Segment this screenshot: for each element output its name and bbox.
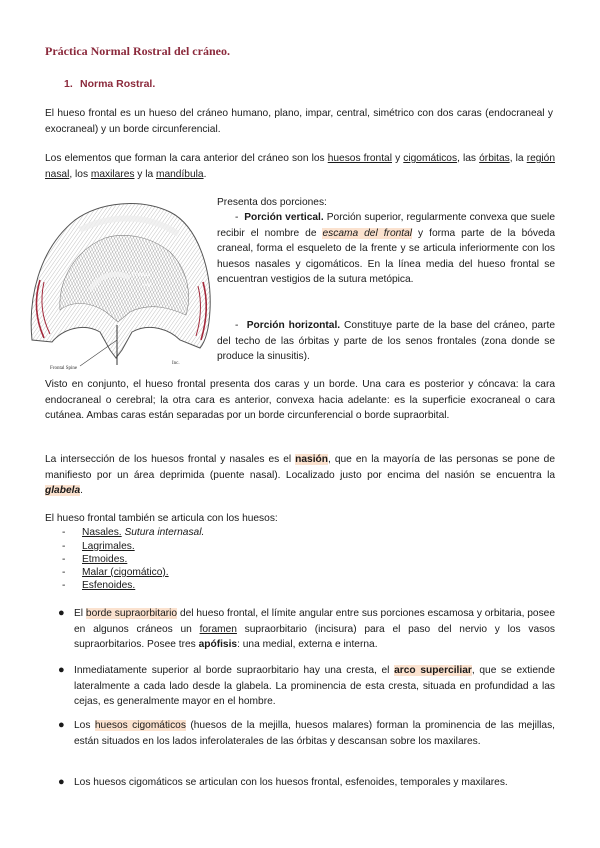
highlight-huesos-cigomaticos: huesos cigomáticos <box>94 720 186 731</box>
link-orbitas[interactable]: órbitas <box>479 153 510 164</box>
label-frontal: Frontal <box>132 272 150 278</box>
bullet-icon: ● <box>58 664 65 676</box>
bullet-paragraph-articulations: Los huesos cigomáticos se articulan con los huesos frontal, esfenoides, temporales y maxilares. <box>74 777 508 788</box>
vertical-portion-title: Porción vertical. <box>244 212 324 223</box>
elements-paragraph: Los elementos que forman la cara anterior del cráneo son los huesos frontal y cigomáticos, las órbitas, la región nasal, los maxilares y la mandíbula. <box>45 153 556 180</box>
link-huesos-frontal[interactable]: huesos frontal <box>327 153 392 164</box>
bullet-icon: ● <box>58 776 65 788</box>
highlight-arco-superciliar: arco superciliar <box>394 665 472 676</box>
link-maxilares[interactable]: maxilares <box>90 168 135 180</box>
label-inc: Inc. <box>172 361 180 366</box>
section-heading <box>64 78 155 90</box>
highlight-glabela: glabela <box>45 485 81 496</box>
articulation-item: - Malar (cigomático). <box>62 567 169 578</box>
bullet-paragraph-cigomaticos: Los huesos cigomáticos (huesos de la mejilla, huesos malares) forman la prominencia de las mejillas, están situados en los lados inferolaterales de las órbitas y descansan sobre los maxilares. <box>74 720 555 747</box>
frontal-bone-illustration <box>20 190 215 370</box>
overview-paragraph: Visto en conjunto, el hueso frontal presenta dos caras y un borde. Una cara es posterior y cóncava: la cara endocraneal o cerebral; la otra cara es anterior, convexa hacia adelante: es la superficie exocraneal o cara cutánea. Ambas caras están separadas por un borde circunferencial o borde supraorbital. <box>45 379 555 421</box>
highlight-escama: escama del frontal <box>322 227 413 239</box>
horizontal-portion-title: Porción horizontal. <box>246 320 341 331</box>
articulation-item: - Esfenoides. <box>62 580 136 591</box>
articulation-item: - Lagrimales. <box>62 541 135 552</box>
bullet-paragraph-arco: Inmediatamente superior al borde supraorbitario hay una cresta, el arco superciliar, que se extiende lateralmente a cada lado desde la glabela. La prominencia de esta cresta, situada en profundidad a las cejas, es generalmente mayor en el hombre. <box>74 665 555 707</box>
articulation-intro: El hueso frontal también se articula con los huesos: <box>45 513 278 524</box>
bullet-paragraph-supraorbital: El borde supraorbitario del hueso frontal, el límite angular entre sus porciones escamosa y orbitaria, posee en algunos cráneos un foramen supraorbitario (incisura) para el paso del nervio y los vasos supraorbitarios. Posee tres apófisis: una medial, externa e interna. <box>74 608 555 650</box>
page-title: Práctica Normal Rostral del cráneo. <box>45 44 230 58</box>
nasion-paragraph: La intersección de los huesos frontal y nasales es el nasión, que en la mayoría de las personas se pone de manifiesto por un área deprimida (puente nasal). Localizado justo por encima del nasión se encuentra la glabela. <box>45 454 555 496</box>
link-region-nasal[interactable]: región nasal <box>45 153 556 180</box>
vertical-portion-paragraph: - Porción vertical. Porción superior, regularmente convexa que suele recibir el nombre de escama del frontal y forma parte de la bóveda craneal, forma el esqueleto de la frente y se articula inferiormente con los huesos nasales y cigomáticos. En la línea media del hueso frontal se encuentran vestigios de la sutura metópica. <box>217 212 555 285</box>
intro-paragraph: El hueso frontal es un hueso del cráneo humano, plano, impar, central, simétrico con dos caras (endocraneal y exocraneal) y un borde circunferencial. <box>45 108 553 135</box>
section-number: 1. <box>64 78 73 90</box>
highlight-nasion: nasión <box>295 454 329 465</box>
articulation-item: - Nasales. Sutura internasal. <box>62 527 205 538</box>
link-mandibula[interactable]: mandíbula <box>155 168 204 180</box>
label-frontal-spine: Frontal Spine <box>50 366 78 370</box>
bullet-icon: ● <box>58 607 65 619</box>
articulation-item: - Etmoides. <box>62 554 128 565</box>
bullet-icon: ● <box>58 719 65 731</box>
portions-intro: Presenta dos porciones: <box>217 197 327 208</box>
section-title: Norma Rostral. <box>80 78 156 90</box>
horizontal-portion-paragraph: - Porción horizontal. Constituye parte de la base del cráneo, parte del techo de las órbitas y parte de los senos frontales (zona donde se produce la sinusitis). <box>217 320 555 362</box>
link-cigomaticos[interactable]: cigomáticos <box>403 153 458 164</box>
highlight-borde-supraorbitario: borde supraorbitario <box>85 608 178 619</box>
link-foramen[interactable]: foramen <box>199 623 237 635</box>
label-sup: Sup. <box>142 282 152 288</box>
